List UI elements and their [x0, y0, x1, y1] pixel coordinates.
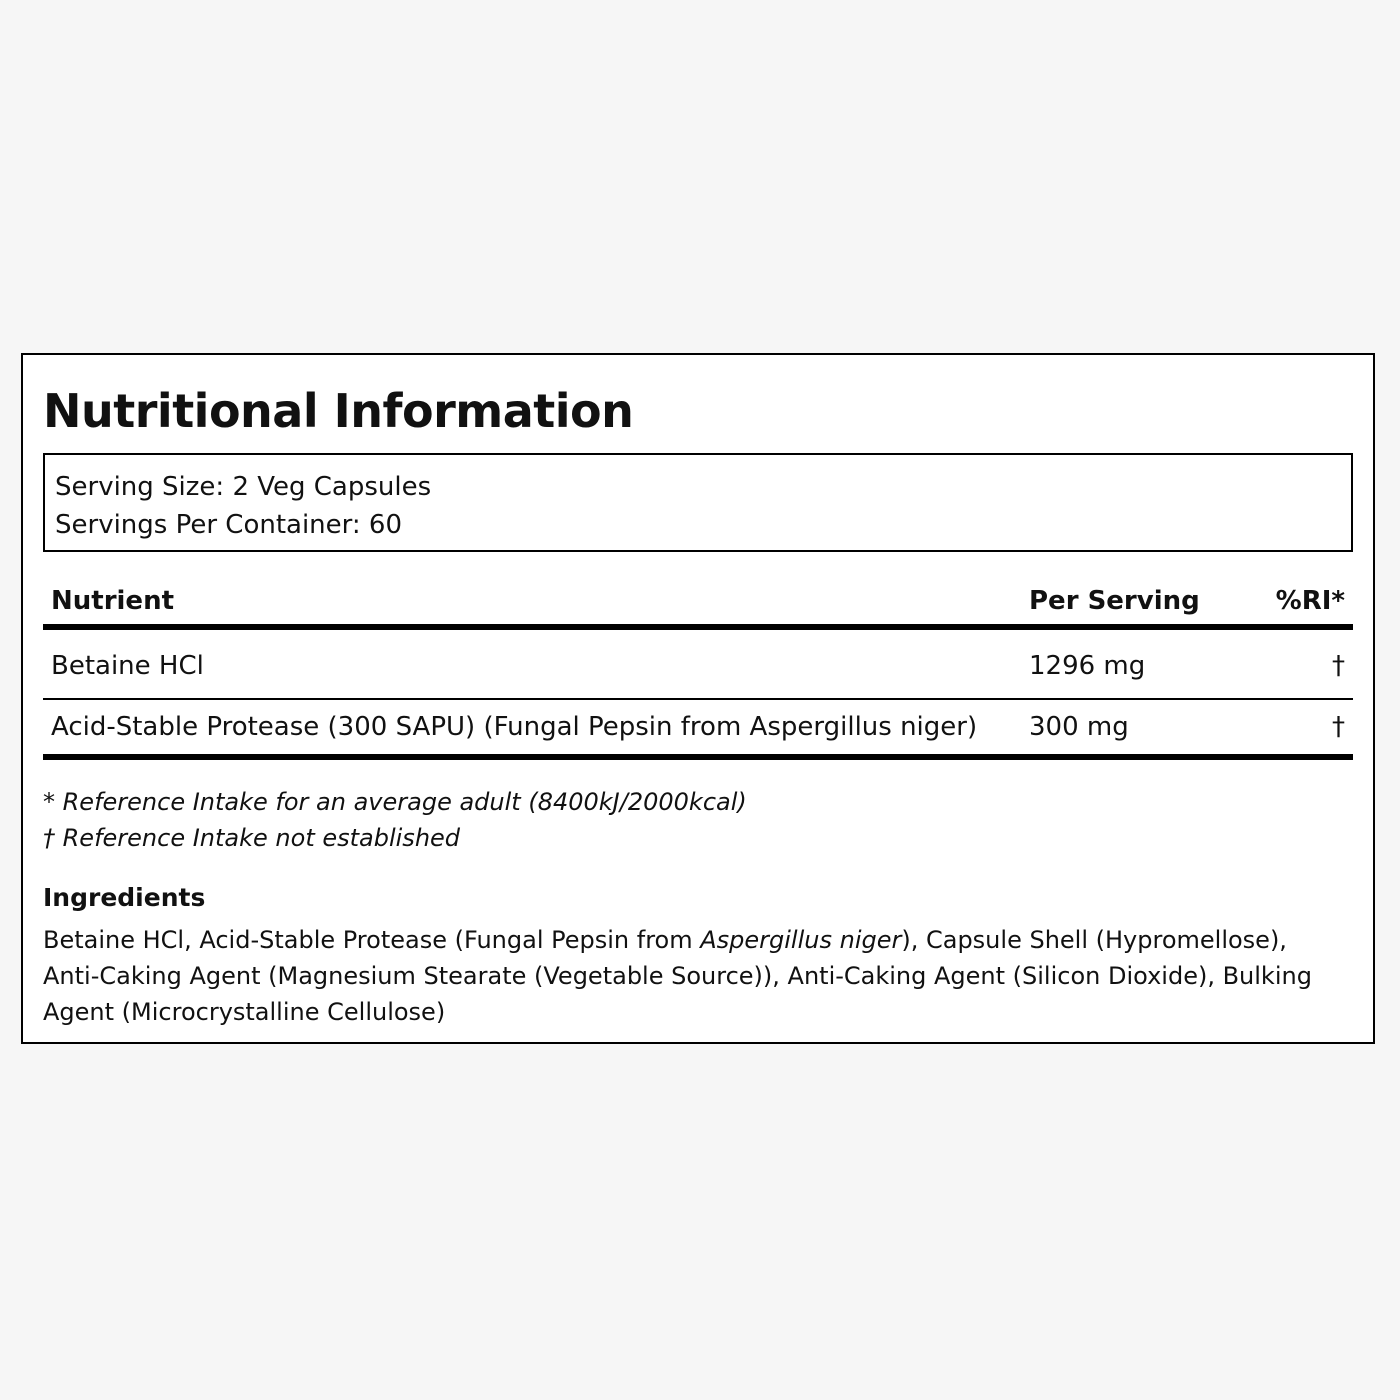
nutrition-panel [21, 353, 1375, 1044]
serving-info-box [43, 453, 1353, 552]
ingredients-part-1: Betaine HCl, Acid-Stable Protease (Fungal Pepsin from [43, 926, 701, 954]
footnote-not-established: † Reference Intake not established [43, 824, 461, 852]
serving-size: Serving Size: 2 Veg Capsules [55, 472, 432, 502]
header-nutrient: Nutrient [43, 578, 1021, 627]
ingredients-italic: Aspergillus niger [700, 926, 902, 954]
nutrient-name: Betaine HCl [43, 627, 1021, 699]
page-title: Nutritional Information [43, 384, 634, 438]
footnotes [43, 784, 1353, 856]
ingredients-text [43, 922, 1353, 1030]
nutrient-amount: 1296 mg [1021, 627, 1237, 699]
nutrient-amount: 300 mg [1021, 699, 1237, 757]
footnote-ri: * Reference Intake for an average adult (8400kJ/2000kcal) [43, 788, 747, 816]
table-row [43, 699, 1353, 757]
servings-per-container: Servings Per Container: 60 [55, 510, 403, 540]
nutrient-ri: † [1237, 699, 1353, 757]
header-ri: %RI* [1237, 578, 1353, 627]
table-header-row [43, 578, 1353, 627]
nutrient-table [43, 578, 1353, 760]
nutrient-ri: † [1237, 627, 1353, 699]
ingredients-heading: Ingredients [43, 883, 206, 912]
table-row [43, 627, 1353, 699]
ingredients-part-2: ), Capsule Shell (Hypromellose), Anti-Caking Agent (Magnesium Stearate (Vegetable Source)), Anti-Caking Agent (Silicon Dioxide), Bulking Agent (Microcrystalline Cellulose) [43, 926, 1312, 1026]
nutrient-name: Acid-Stable Protease (300 SAPU) (Fungal Pepsin from Aspergillus niger) [43, 699, 1021, 757]
header-per-serving: Per Serving [1021, 578, 1237, 627]
